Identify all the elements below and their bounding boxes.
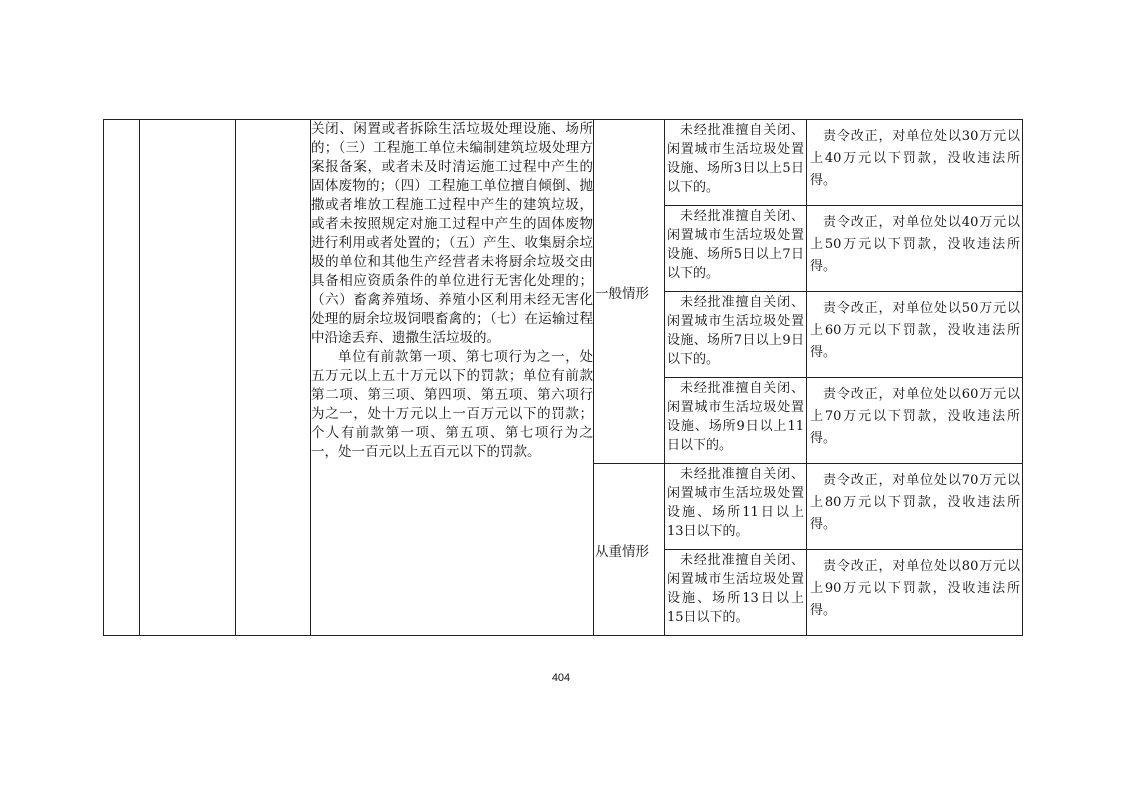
condition-general: 一般情形 (594, 120, 665, 464)
circumstance-cell: 未经批准擅自关闭、闲置城市生活垃圾处置设施、场所3日以上5日以下的。 (665, 120, 807, 206)
penalty-cell: 责令改正，对单位处以70万元以上80万元以下罚款，没收违法所得。 (807, 464, 1023, 550)
penalty-standards-table (103, 119, 1023, 636)
legal-basis-title-cell (236, 120, 311, 636)
penalty-cell: 责令改正，对单位处以80万元以上90万元以下罚款，没收违法所得。 (807, 550, 1023, 636)
penalty-cell: 责令改正，对单位处以50万元以上60万元以下罚款，没收违法所得。 (807, 292, 1023, 378)
condition-severe: 从重情形 (594, 464, 665, 636)
violation-item-cell (140, 120, 236, 636)
penalty-cell: 责令改正，对单位处以30万元以上40万元以下罚款，没收违法所得。 (807, 120, 1023, 206)
legal-provision-paragraph-2: 单位有前款第一项、第七项行为之一，处五万元以上五十万元以下的罚款；单位有前款第二项、第三项、第四项、第五项、第六项行为之一，处十万元以上一百万元以下的罚款；个人有前款第一项、第五项、第七项行为之一，处一百元以上五百元以下的罚款。 (311, 349, 593, 460)
circumstance-cell: 未经批准擅自关闭、闲置城市生活垃圾处置设施、场所9日以上11日以下的。 (665, 378, 807, 464)
penalty-cell: 责令改正，对单位处以60万元以上70万元以下罚款，没收违法所得。 (807, 378, 1023, 464)
serial-number-cell (104, 120, 140, 636)
circumstance-cell: 未经批准擅自关闭、闲置城市生活垃圾处置设施、场所13日以上15日以下的。 (665, 550, 807, 636)
circumstance-cell: 未经批准擅自关闭、闲置城市生活垃圾处置设施、场所7日以上9日以下的。 (665, 292, 807, 378)
penalty-cell: 责令改正，对单位处以40万元以上50万元以下罚款，没收违法所得。 (807, 206, 1023, 292)
page-number: 404 (551, 672, 571, 684)
legal-provision-cell (311, 120, 594, 636)
circumstance-cell: 未经批准擅自关闭、闲置城市生活垃圾处置设施、场所5日以上7日以下的。 (665, 206, 807, 292)
circumstance-cell: 未经批准擅自关闭、闲置城市生活垃圾处置设施、场所11日以上13日以下的。 (665, 464, 807, 550)
legal-provision-paragraph-1: 关闭、闲置或者拆除生活垃圾处理设施、场所的；（三）工程施工单位未编制建筑垃圾处理方案报备案，或者未及时清运施工过程中产生的固体废物的；（四）工程施工单位擅自倾倒、抛撒或者堆放工程施工过程中产生的建筑垃圾，或者未按照规定对施工过程中产生的固体废物进行利用或者处置的；（五）产生、收集厨余垃圾的单位和其他生产经营者未将厨余垃圾交由具备相应资质条件的单位进行无害化处理的；（六）畜禽养殖场、养殖小区利用未经无害化处理的厨余垃圾饲喂畜禽的；（七）在运输过程中沿途丢弃、遗撒生活垃圾的。 (311, 121, 593, 346)
